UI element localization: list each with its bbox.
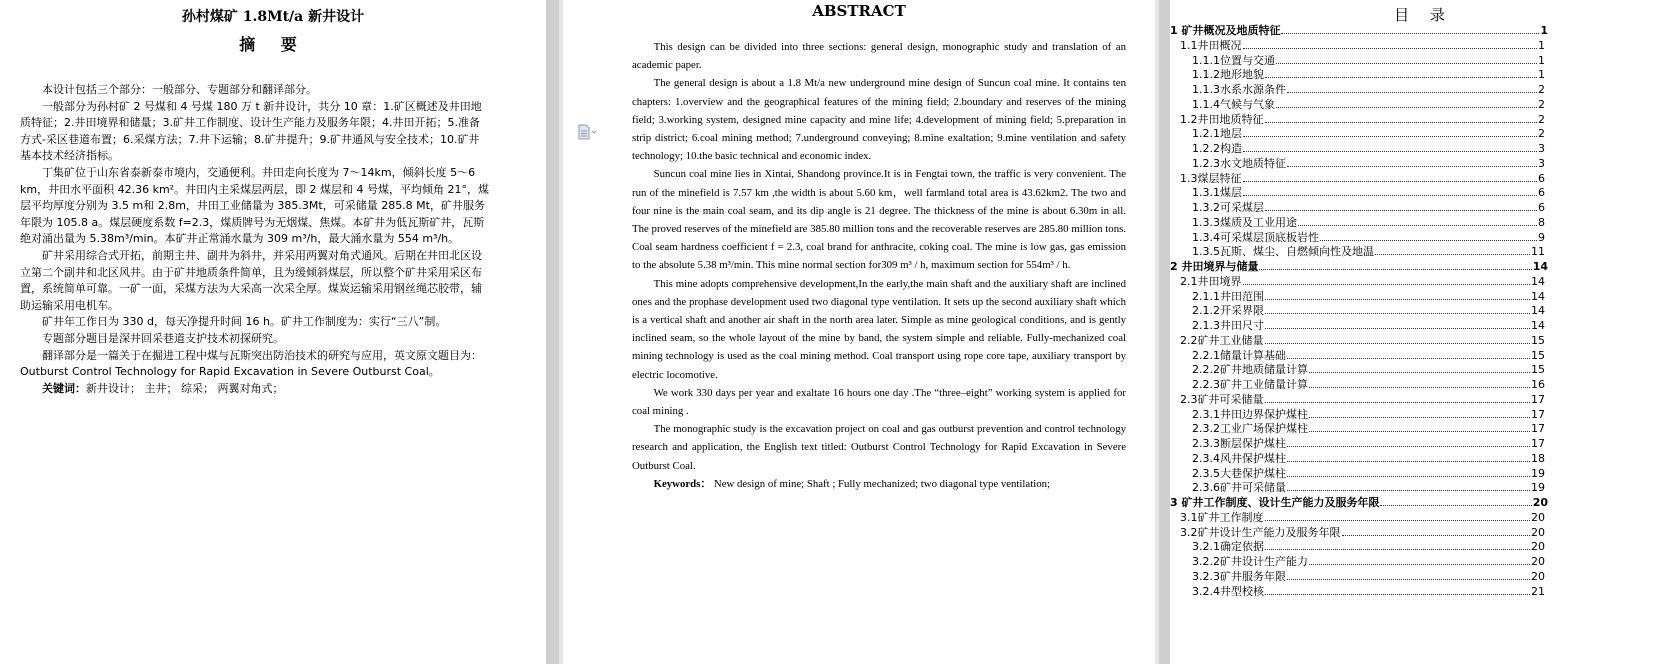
toc-leader [1375, 244, 1530, 255]
toc-leader [1265, 584, 1530, 595]
toc-entry-title: 3.1矿井工作制度 [1180, 510, 1264, 524]
abstract-paragraph: This mine adopts comprehensive development,In the early,the main shaft and the auxiliary shaft are inclined ones and the prophase development used two diagonal type ventilation. It sets up the second auxiliary shaft which is a vertical shaft and another air shaft in the north area later. Simple as mine geological conditions, and is gently inclined seam, so the whole layout of the mine by band, the system simple and reliable. Fully-mechanized coal mining technology is used as the coal mining method. Coal transport using rope core tape, auxiliary transport by electric locomotive. [632, 277, 1126, 381]
toc-leader [1259, 259, 1531, 270]
toc-entry-title: 1.1.4气候与气象 [1192, 97, 1275, 111]
toc-entry-title: 1.2.2构造 [1192, 142, 1242, 155]
toc-page-number: 20 [1531, 540, 1545, 554]
toc-leader [1243, 171, 1538, 182]
toc-entry[interactable] [1192, 436, 1545, 451]
toc-leader [1287, 466, 1530, 477]
toc-entry-title: 2.1.1井田范围 [1192, 289, 1264, 303]
toc-entry-title: 2.2.2矿井地质储量计算 [1192, 363, 1308, 377]
toc-entry[interactable] [1192, 303, 1545, 318]
toc-entry-title: 3.2.2矿井设计生产能力 [1192, 555, 1308, 568]
toc-entry[interactable] [1180, 274, 1545, 289]
abstract-body [20, 82, 490, 397]
toc-leader [1265, 303, 1530, 314]
abstract-paragraph: The monographic study is the excavation project on coal and gas outburst prevention and control technology research and application, the English text titled: Outburst Control Technology for Rapid Excavation in Severe Outburst Coal. [632, 423, 1126, 472]
toc-leader [1298, 215, 1537, 226]
toc-leader [1309, 554, 1530, 565]
toc-entry-title: 1.1.3水系水源条件 [1192, 83, 1286, 96]
toc-entry[interactable] [1192, 289, 1545, 304]
toc-leader [1243, 141, 1537, 152]
toc-entry-title: 1.1.2地形地貌 [1192, 68, 1264, 82]
toc-page-number: 14 [1532, 260, 1548, 273]
toc-entry-title: 1.3.4可采煤层顶底板岩性 [1192, 230, 1319, 244]
toc-leader [1281, 23, 1539, 34]
toc-leader [1320, 230, 1537, 241]
toc-entry-title: 1.2.3水文地质特征 [1192, 156, 1286, 170]
toc-entry[interactable] [1192, 82, 1545, 97]
toc-leader [1265, 333, 1531, 344]
document-icon[interactable] [577, 124, 597, 140]
toc-page-number: 3 [1538, 142, 1545, 155]
toc-entry[interactable] [1192, 569, 1545, 584]
toc-page-number: 6 [1538, 186, 1545, 200]
toc-leader [1265, 318, 1530, 329]
page-gap [1155, 0, 1170, 664]
toc-entry-title: 2.3.3断层保护煤柱 [1192, 437, 1286, 450]
toc-entry[interactable] [1180, 525, 1545, 540]
toc-title: 目 录 [1394, 6, 1453, 24]
toc-page-number: 19 [1531, 466, 1545, 480]
toc-leader [1309, 362, 1530, 373]
toc-page-number: 18 [1531, 451, 1545, 465]
toc-leader [1287, 82, 1537, 93]
toc-page-number: 14 [1531, 274, 1545, 288]
toc-entry-title: 1.2.1地层 [1192, 127, 1242, 141]
toc-leader [1276, 97, 1537, 108]
toc-leader [1243, 38, 1538, 49]
abstract-paragraph: 专题部分题目是深井回采巷道支护技术初探研究。 [42, 331, 284, 345]
toc-page-number: 3 [1538, 156, 1545, 170]
toc-leader [1342, 525, 1531, 536]
toc-entry[interactable] [1192, 67, 1545, 82]
keywords-label: Keywords： [653, 477, 712, 490]
toc-page-number: 6 [1538, 171, 1545, 185]
toc-entry-title: 2.1.3井田尺寸 [1192, 319, 1264, 332]
toc-entry[interactable] [1192, 407, 1545, 422]
toc-page-number: 1 [1540, 24, 1548, 37]
toc-page-number: 16 [1531, 378, 1545, 391]
toc-page-number: 14 [1531, 319, 1545, 332]
toc-leader [1287, 569, 1530, 580]
toc-entry[interactable] [1192, 200, 1545, 215]
toc-leader [1287, 451, 1530, 462]
toc-page-number: 15 [1531, 348, 1545, 362]
abstract-paragraph: 本设计包括三个部分：一般部分、专题部分和翻译部分。 [42, 83, 317, 96]
toc-entry[interactable] [1180, 171, 1545, 186]
toc-entry-title: 1.2井田地质特征 [1180, 112, 1264, 126]
toc-entry-title: 2.3.5大巷保护煤柱 [1192, 466, 1286, 480]
toc-page-number: 17 [1531, 422, 1545, 436]
toc-entry[interactable] [1192, 156, 1545, 171]
toc-leader [1243, 126, 1537, 137]
toc-page-number: 17 [1531, 392, 1545, 406]
toc-entry-title: 2.2.3矿井工业储量计算 [1192, 378, 1308, 391]
toc-entry[interactable] [1192, 53, 1545, 68]
toc-entry[interactable] [1192, 466, 1545, 481]
toc-entry-title: 3.2矿井设计生产能力及服务年限 [1180, 525, 1341, 539]
toc-page-number: 1 [1538, 53, 1545, 67]
toc-leader [1243, 274, 1531, 285]
toc-entry[interactable] [1192, 97, 1545, 112]
toc-page-number: 6 [1538, 201, 1545, 214]
toc-leader [1265, 67, 1537, 78]
toc-entry[interactable] [1180, 112, 1545, 127]
toc-page-number: 20 [1531, 510, 1545, 524]
toc-page-number: 17 [1531, 437, 1545, 450]
abstract-paragraph: Suncun coal mine lies in Xintai, Shandong province.It is in Fengtai town, the traffic is very convenient. The run of the minefield is 7.57 km ,the width is about 5.60 km，well farmland total area is 43.62km2. The two and four nine is the main coal seam, and its dip angle is 21 degree. The thickness of the mine is about 6.30m in all. The proved reserves of the minefield are 385.80 million tons and the recoverable reserves are 285.80 million tons. Coal seam hardness coefficient f = 2.3, coal brand for anthracite, coking coal. The mine is low gas, gas emission to the absolute 5.38 m³/min. This mine normal section for309 m³ / h, maximum section for 554m³ / h. [632, 168, 1126, 272]
toc-entry-title: 1.3煤层特征 [1180, 171, 1242, 185]
toc-leader [1287, 436, 1530, 447]
abstract-paragraph: The general design is about a 1.8 Mt/a new underground mine design of Suncun coal mine. It contains ten chapters: 1.overview and the geographical features of the mining field; 2.boundary and reserves of the mining field; 3.working system, designed mine capacity and mine life; 4.development of mining field; 5.preparation in strip district; 6.coal mining method; 7.underground conveying; 8.mine exaltation; 9.mine ventilation and safety technology; 10.the basic technical and economic index. [632, 77, 1126, 163]
toc-entry-title: 1.3.2可采煤层 [1192, 201, 1264, 214]
toc-page-number: 19 [1531, 481, 1545, 495]
toc-entry[interactable] [1170, 495, 1548, 510]
toc-entry-title: 1.1.1位置与交通 [1192, 53, 1275, 67]
toc-entry[interactable] [1170, 23, 1548, 38]
toc-entry[interactable] [1192, 318, 1545, 333]
toc-page-number: 17 [1531, 407, 1545, 421]
toc-page-number: 20 [1532, 496, 1548, 509]
toc-leader [1309, 421, 1530, 432]
toc-entry-title: 3.2.4井型校核 [1192, 584, 1264, 598]
toc-leader [1287, 156, 1537, 167]
toc-entry-title: 1 矿井概况及地质特征 [1170, 24, 1281, 37]
toc-entry[interactable] [1180, 392, 1545, 407]
keywords-line [20, 381, 490, 398]
toc-entry[interactable] [1192, 230, 1545, 245]
toc-entry-title: 2.3.4风井保护煤柱 [1192, 451, 1286, 465]
toc-entry-title: 3.2.1确定依据 [1192, 540, 1264, 554]
toc-entry-title: 3 矿井工作制度、设计生产能力及服务年限 [1170, 496, 1380, 509]
toc-leader [1265, 289, 1530, 300]
toc-entry-title: 1.3.3煤质及工业用途 [1192, 215, 1297, 229]
toc-page-number: 8 [1538, 215, 1545, 229]
toc-leader [1265, 200, 1537, 211]
toc-page-number: 14 [1531, 304, 1545, 318]
toc-leader [1265, 112, 1538, 123]
abstract-paragraph: 翻译部分是一篇关于在掘进工程中煤与瓦斯突出防治技术的研究与应用，英文原文题目为：Outburst Control Technology for Rapid Excavation in Severe Outburst Coal。 [20, 348, 482, 379]
toc-entry[interactable] [1192, 421, 1545, 436]
page-table-of-contents [1170, 0, 1677, 664]
toc-page-number: 2 [1538, 97, 1545, 111]
toc-page-number: 14 [1531, 289, 1545, 303]
toc-entry[interactable] [1192, 539, 1545, 554]
toc-leader [1265, 539, 1530, 550]
toc-entry-title: 2.1井田境界 [1180, 274, 1242, 288]
toc-page-number: 20 [1531, 569, 1545, 583]
toc-entry-title: 2.3.2工业广场保护煤柱 [1192, 422, 1308, 436]
abstract-body [632, 38, 1126, 493]
toc-leader [1287, 480, 1530, 491]
toc-entry[interactable] [1192, 584, 1545, 599]
toc-page-number: 9 [1538, 230, 1545, 244]
page-gap [546, 0, 563, 664]
keywords-text: 新井设计； 主井； 综采； 两翼对角式； [86, 381, 284, 395]
abstract-paragraph: 矿井年工作日为 330 d，每天净提升时间 16 h。矿井工作制度为：实行“三八”制。 [42, 315, 447, 329]
toc-entry[interactable] [1192, 362, 1545, 377]
toc-leader [1243, 185, 1537, 196]
abstract-paragraph: We work 330 days per year and exaltate 16 hours one day .The “three–eight” working system is applied for coal mining . [632, 386, 1126, 418]
toc-leader [1265, 392, 1531, 403]
toc-leader [1309, 377, 1530, 388]
thesis-title: 孙村煤矿 1.8Mt/a 新井设计 [181, 9, 365, 25]
toc-entry[interactable] [1192, 554, 1545, 569]
toc-page-number: 2 [1538, 83, 1545, 96]
toc-entry-title: 2.1.2开采界限 [1192, 304, 1264, 318]
toc-entry-title: 1.3.5瓦斯、煤尘、自燃倾向性及地温 [1192, 245, 1374, 259]
toc-entry[interactable] [1180, 38, 1545, 53]
toc-entry-title: 1.1井田概况 [1180, 38, 1242, 52]
keywords-text: New design of mine; Shaft ; Fully mechanized; two diagonal type ventilation; [713, 477, 1051, 490]
toc-page-number: 15 [1531, 333, 1545, 347]
toc-entry-title: 2.2.1储量计算基础 [1192, 348, 1286, 362]
toc-entry[interactable] [1192, 348, 1545, 363]
toc-entry[interactable] [1180, 333, 1545, 348]
toc-entry-title: 2.2矿井工业储量 [1180, 333, 1264, 347]
toc-entry[interactable] [1192, 215, 1545, 230]
toc-entry[interactable] [1192, 126, 1545, 141]
toc-page-number: 11 [1531, 245, 1545, 259]
toc-leader [1309, 407, 1530, 418]
toc-entry-title: 3.2.3矿井服务年限 [1192, 569, 1286, 583]
page-english-abstract [563, 0, 1155, 664]
abstract-heading: 摘 要 [239, 35, 307, 54]
page-chinese-abstract [0, 0, 546, 664]
toc-page-number: 20 [1531, 525, 1545, 539]
toc-entry-title: 2.3矿井可采储量 [1180, 392, 1264, 406]
keywords-line [632, 475, 1126, 493]
toc-entry[interactable] [1192, 185, 1545, 200]
toc-leader [1380, 495, 1531, 506]
toc-page-number: 15 [1531, 363, 1545, 377]
toc-page-number: 2 [1538, 112, 1545, 126]
toc-entry[interactable] [1170, 259, 1548, 274]
abstract-paragraph: 矿井采用综合式开拓，前期主井、副井为斜井，并采用两翼对角式通风。后期在井田北区设立第二个副井和北区风井。由于矿井地质条件简单，且为缓倾斜煤层，所以整个矿井采用采区布置，系统简单可靠。一矿一面，采煤方法为大采高一次采全厚。煤炭运输采用钢丝绳芯胶带，辅助运输采用电机车。 [20, 248, 482, 312]
toc-page-number: 1 [1538, 38, 1545, 52]
toc-page-number: 21 [1531, 584, 1545, 598]
toc-entry[interactable] [1192, 480, 1545, 495]
abstract-title: ABSTRACT [812, 2, 906, 20]
abstract-paragraph: 一般部分为孙村矿 2 号煤和 4 号煤 180 万 t 新井设计，共分 10 章：1.矿区概述及井田地质特征；2.井田境界和储量；3.矿井工作制度、设计生产能力及服务年限；4.井田开拓；5.准备方式-采区巷道布置；6.采煤方法；7.井下运输；8.矿井提升；9.矿井通风与安全技术；10.矿井基本技术经济指标。 [20, 99, 482, 163]
keywords-label: 关键词： [42, 381, 86, 395]
toc-entry[interactable] [1192, 377, 1545, 392]
toc-entry[interactable] [1192, 141, 1545, 156]
toc-page-number: 1 [1538, 68, 1545, 82]
toc-entry-title: 1.3.1煤层 [1192, 186, 1242, 200]
abstract-paragraph: 丁集矿位于山东省泰新泰市境内，交通便利。井田走向长度为 7～14km，倾斜长度 5～6 km，井田水平面积 42.36 km²。井田内主采煤层两层，即 2 煤层和 4 号煤，平均倾角 21°，煤层平均厚度分别为 3.5 m和 2.8m，井田工业储量为 385.3Mt，可采储量 285.8 Mt，矿井服务年限为 105.8 a。煤层硬度系数 f=2.3，煤质牌号为无烟煤、焦煤。本矿井为低瓦斯矿井，瓦斯绝对涌出量为 5.38m³/min。本矿井正常涌水量为 309 m³/h，最大涌水量为 554 m³/h。 [20, 165, 490, 246]
toc-page-number: 20 [1531, 555, 1545, 568]
abstract-paragraph: This design can be divided into three sections: general design, monographic study and translation of an academic paper. [632, 41, 1126, 72]
toc-page-number: 2 [1538, 127, 1545, 141]
toc-leader [1287, 348, 1530, 359]
toc-entry[interactable] [1192, 451, 1545, 466]
toc-entry[interactable] [1180, 510, 1545, 525]
toc-entry-title: 2 井田境界与储量 [1170, 260, 1259, 273]
toc-entry[interactable] [1192, 244, 1545, 259]
toc-entry-title: 2.3.6矿井可采储量 [1192, 481, 1286, 495]
toc-leader [1265, 510, 1531, 521]
toc-leader [1276, 53, 1537, 64]
toc-entry-title: 2.3.1井田边界保护煤柱 [1192, 407, 1308, 421]
